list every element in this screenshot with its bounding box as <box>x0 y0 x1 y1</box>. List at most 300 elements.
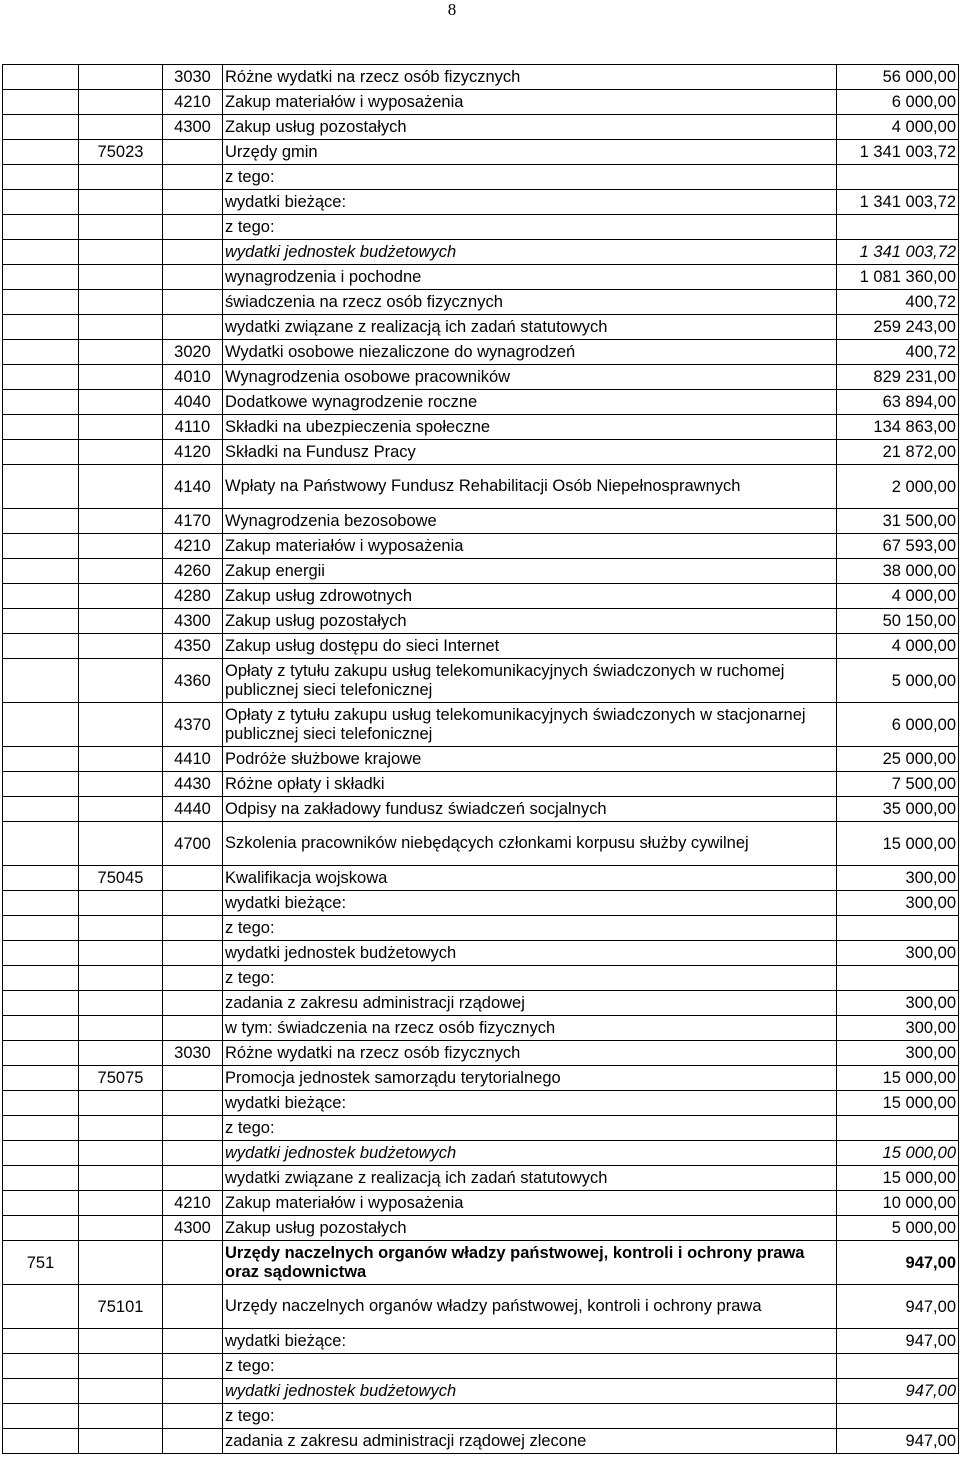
table-row <box>3 609 959 634</box>
description-cell: Wynagrodzenia bezosobowe <box>223 509 837 534</box>
description-cell: Różne wydatki na rzecz osób fizycznych <box>223 65 837 90</box>
amount-cell: 259 243,00 <box>837 315 959 340</box>
amount-cell: 6 000,00 <box>837 703 959 747</box>
rozdzial-cell <box>79 659 163 703</box>
rozdzial-cell <box>79 916 163 941</box>
table-row <box>3 190 959 215</box>
dzial-cell <box>3 465 79 509</box>
dzial-cell <box>3 65 79 90</box>
dzial-cell <box>3 559 79 584</box>
table-row <box>3 1116 959 1141</box>
rozdzial-cell <box>79 390 163 415</box>
paragraf-cell <box>163 1404 223 1429</box>
paragraf-cell <box>163 1066 223 1091</box>
rozdzial-cell <box>79 165 163 190</box>
description-cell: z tego: <box>223 215 837 240</box>
table-row <box>3 1404 959 1429</box>
dzial-cell <box>3 115 79 140</box>
dzial-cell <box>3 659 79 703</box>
dzial-cell <box>3 747 79 772</box>
amount-cell: 5 000,00 <box>837 659 959 703</box>
paragraf-cell <box>163 1379 223 1404</box>
rozdzial-cell <box>79 365 163 390</box>
rozdzial-cell <box>79 1016 163 1041</box>
dzial-cell <box>3 1429 79 1454</box>
table-row <box>3 265 959 290</box>
description-cell: wydatki jednostek budżetowych <box>223 1379 837 1404</box>
dzial-cell <box>3 1041 79 1066</box>
table-row <box>3 365 959 390</box>
rozdzial-cell <box>79 822 163 866</box>
rozdzial-cell <box>79 941 163 966</box>
amount-cell: 400,72 <box>837 340 959 365</box>
amount-cell <box>837 966 959 991</box>
description-cell: z tego: <box>223 966 837 991</box>
paragraf-cell: 4370 <box>163 703 223 747</box>
amount-cell: 300,00 <box>837 891 959 916</box>
amount-cell: 134 863,00 <box>837 415 959 440</box>
dzial-cell <box>3 966 79 991</box>
rozdzial-cell <box>79 65 163 90</box>
paragraf-cell: 4440 <box>163 797 223 822</box>
description-cell: w tym: świadczenia na rzecz osób fizycznych <box>223 1016 837 1041</box>
dzial-cell <box>3 1141 79 1166</box>
description-cell: Wynagrodzenia osobowe pracowników <box>223 365 837 390</box>
table-row <box>3 65 959 90</box>
paragraf-cell: 4430 <box>163 772 223 797</box>
rozdzial-cell <box>79 584 163 609</box>
table-row <box>3 1066 959 1091</box>
dzial-cell <box>3 240 79 265</box>
table-row <box>3 1191 959 1216</box>
amount-cell: 15 000,00 <box>837 1166 959 1191</box>
amount-cell <box>837 165 959 190</box>
amount-cell: 1 341 003,72 <box>837 140 959 165</box>
rozdzial-cell <box>79 509 163 534</box>
description-cell: Urzędy naczelnych organów władzy państwowej, kontroli i ochrony prawa oraz sądownictwa <box>223 1241 837 1285</box>
paragraf-cell <box>163 1285 223 1329</box>
description-cell: Urzędy naczelnych organów władzy państwowej, kontroli i ochrony prawa <box>223 1285 837 1329</box>
amount-cell <box>837 1404 959 1429</box>
dzial-cell <box>3 1329 79 1354</box>
paragraf-cell: 4140 <box>163 465 223 509</box>
rozdzial-cell <box>79 747 163 772</box>
dzial-cell <box>3 1216 79 1241</box>
table-row <box>3 140 959 165</box>
description-cell: Promocja jednostek samorządu terytorialnego <box>223 1066 837 1091</box>
budget-table-body <box>3 65 959 1454</box>
table-row <box>3 165 959 190</box>
table-row <box>3 340 959 365</box>
paragraf-cell <box>163 1016 223 1041</box>
dzial-cell <box>3 916 79 941</box>
rozdzial-cell <box>79 1116 163 1141</box>
amount-cell <box>837 916 959 941</box>
amount-cell: 4 000,00 <box>837 115 959 140</box>
amount-cell: 38 000,00 <box>837 559 959 584</box>
paragraf-cell <box>163 1354 223 1379</box>
description-cell: wydatki jednostek budżetowych <box>223 941 837 966</box>
paragraf-cell <box>163 1166 223 1191</box>
dzial-cell <box>3 1379 79 1404</box>
description-cell: Zakup usług zdrowotnych <box>223 584 837 609</box>
table-row <box>3 115 959 140</box>
dzial-cell <box>3 340 79 365</box>
dzial-cell <box>3 140 79 165</box>
table-row <box>3 916 959 941</box>
table-row <box>3 1166 959 1191</box>
amount-cell: 15 000,00 <box>837 822 959 866</box>
amount-cell: 300,00 <box>837 941 959 966</box>
rozdzial-cell <box>79 966 163 991</box>
dzial-cell <box>3 534 79 559</box>
paragraf-cell <box>163 1429 223 1454</box>
rozdzial-cell <box>79 1091 163 1116</box>
rozdzial-cell: 75023 <box>79 140 163 165</box>
budget-table <box>2 64 959 1454</box>
description-cell: wydatki jednostek budżetowych <box>223 240 837 265</box>
paragraf-cell <box>163 1141 223 1166</box>
rozdzial-cell <box>79 634 163 659</box>
description-cell: wydatki jednostek budżetowych <box>223 1141 837 1166</box>
dzial-cell <box>3 891 79 916</box>
description-cell: zadania z zakresu administracji rządowej zlecone <box>223 1429 837 1454</box>
description-cell: Różne wydatki na rzecz osób fizycznych <box>223 1041 837 1066</box>
table-row <box>3 584 959 609</box>
dzial-cell <box>3 315 79 340</box>
amount-cell: 400,72 <box>837 290 959 315</box>
description-cell: Opłaty z tytułu zakupu usług telekomunikacyjnych świadczonych w ruchomej publicznej sieci telefonicznej <box>223 659 837 703</box>
rozdzial-cell <box>79 1329 163 1354</box>
dzial-cell <box>3 991 79 1016</box>
amount-cell: 300,00 <box>837 1016 959 1041</box>
dzial-cell <box>3 190 79 215</box>
rozdzial-cell <box>79 190 163 215</box>
table-row <box>3 1241 959 1285</box>
amount-cell: 6 000,00 <box>837 90 959 115</box>
paragraf-cell: 4410 <box>163 747 223 772</box>
table-row <box>3 822 959 866</box>
description-cell: świadczenia na rzecz osób fizycznych <box>223 290 837 315</box>
rozdzial-cell <box>79 609 163 634</box>
description-cell: Opłaty z tytułu zakupu usług telekomunikacyjnych świadczonych w stacjonarnej publicznej sieci telefonicznej <box>223 703 837 747</box>
description-cell: wydatki bieżące: <box>223 891 837 916</box>
paragraf-cell: 3020 <box>163 340 223 365</box>
table-row <box>3 659 959 703</box>
rozdzial-cell <box>79 265 163 290</box>
description-cell: Dodatkowe wynagrodzenie roczne <box>223 390 837 415</box>
dzial-cell <box>3 822 79 866</box>
paragraf-cell <box>163 140 223 165</box>
amount-cell: 300,00 <box>837 866 959 891</box>
rozdzial-cell <box>79 340 163 365</box>
description-cell: z tego: <box>223 916 837 941</box>
description-cell: Odpisy na zakładowy fundusz świadczeń socjalnych <box>223 797 837 822</box>
paragraf-cell: 4360 <box>163 659 223 703</box>
description-cell: Zakup usług dostępu do sieci Internet <box>223 634 837 659</box>
paragraf-cell <box>163 165 223 190</box>
amount-cell: 21 872,00 <box>837 440 959 465</box>
description-cell: Szkolenia pracowników niebędących członkami korpusu służby cywilnej <box>223 822 837 866</box>
paragraf-cell: 4210 <box>163 1191 223 1216</box>
rozdzial-cell <box>79 991 163 1016</box>
description-cell: Zakup usług pozostałych <box>223 1216 837 1241</box>
amount-cell: 1 081 360,00 <box>837 265 959 290</box>
dzial-cell <box>3 1116 79 1141</box>
rozdzial-cell <box>79 559 163 584</box>
description-cell: Urzędy gmin <box>223 140 837 165</box>
table-row <box>3 90 959 115</box>
rozdzial-cell <box>79 465 163 509</box>
amount-cell: 947,00 <box>837 1241 959 1285</box>
dzial-cell <box>3 509 79 534</box>
amount-cell: 25 000,00 <box>837 747 959 772</box>
paragraf-cell: 4210 <box>163 90 223 115</box>
paragraf-cell: 3030 <box>163 65 223 90</box>
description-cell: wynagrodzenia i pochodne <box>223 265 837 290</box>
rozdzial-cell <box>79 1354 163 1379</box>
table-row <box>3 215 959 240</box>
paragraf-cell: 4010 <box>163 365 223 390</box>
dzial-cell <box>3 634 79 659</box>
dzial-cell <box>3 1066 79 1091</box>
rozdzial-cell <box>79 1041 163 1066</box>
rozdzial-cell <box>79 290 163 315</box>
rozdzial-cell <box>79 1191 163 1216</box>
paragraf-cell <box>163 1241 223 1285</box>
description-cell: z tego: <box>223 1404 837 1429</box>
table-row <box>3 1285 959 1329</box>
rozdzial-cell <box>79 703 163 747</box>
paragraf-cell: 4110 <box>163 415 223 440</box>
dzial-cell <box>3 797 79 822</box>
rozdzial-cell <box>79 891 163 916</box>
dzial-cell <box>3 290 79 315</box>
dzial-cell <box>3 365 79 390</box>
table-row <box>3 1016 959 1041</box>
amount-cell: 300,00 <box>837 1041 959 1066</box>
rozdzial-cell: 75075 <box>79 1066 163 1091</box>
amount-cell: 4 000,00 <box>837 634 959 659</box>
paragraf-cell: 4350 <box>163 634 223 659</box>
amount-cell <box>837 1354 959 1379</box>
amount-cell: 15 000,00 <box>837 1141 959 1166</box>
rozdzial-cell <box>79 797 163 822</box>
description-cell: wydatki bieżące: <box>223 1091 837 1116</box>
paragraf-cell <box>163 966 223 991</box>
paragraf-cell <box>163 891 223 916</box>
rozdzial-cell <box>79 772 163 797</box>
paragraf-cell <box>163 916 223 941</box>
description-cell: z tego: <box>223 1354 837 1379</box>
table-row <box>3 797 959 822</box>
dzial-cell <box>3 440 79 465</box>
table-row <box>3 290 959 315</box>
table-row <box>3 634 959 659</box>
rozdzial-cell: 75101 <box>79 1285 163 1329</box>
description-cell: zadania z zakresu administracji rządowej <box>223 991 837 1016</box>
dzial-cell <box>3 772 79 797</box>
amount-cell: 5 000,00 <box>837 1216 959 1241</box>
amount-cell: 67 593,00 <box>837 534 959 559</box>
table-row <box>3 534 959 559</box>
dzial-cell <box>3 584 79 609</box>
dzial-cell <box>3 1166 79 1191</box>
paragraf-cell: 4170 <box>163 509 223 534</box>
paragraf-cell: 4700 <box>163 822 223 866</box>
description-cell: Zakup energii <box>223 559 837 584</box>
rozdzial-cell <box>79 215 163 240</box>
dzial-cell <box>3 1191 79 1216</box>
table-row <box>3 315 959 340</box>
dzial-cell <box>3 390 79 415</box>
table-row <box>3 440 959 465</box>
paragraf-cell: 4280 <box>163 584 223 609</box>
rozdzial-cell <box>79 415 163 440</box>
amount-cell: 947,00 <box>837 1379 959 1404</box>
table-row <box>3 703 959 747</box>
table-row <box>3 509 959 534</box>
rozdzial-cell <box>79 315 163 340</box>
amount-cell: 10 000,00 <box>837 1191 959 1216</box>
amount-cell: 63 894,00 <box>837 390 959 415</box>
table-row <box>3 465 959 509</box>
dzial-cell <box>3 1354 79 1379</box>
amount-cell: 56 000,00 <box>837 65 959 90</box>
paragraf-cell <box>163 1116 223 1141</box>
rozdzial-cell <box>79 1141 163 1166</box>
description-cell: Zakup usług pozostałych <box>223 115 837 140</box>
paragraf-cell <box>163 265 223 290</box>
dzial-cell <box>3 941 79 966</box>
rozdzial-cell <box>79 1216 163 1241</box>
table-row <box>3 415 959 440</box>
description-cell: z tego: <box>223 165 837 190</box>
amount-cell: 947,00 <box>837 1329 959 1354</box>
paragraf-cell: 4300 <box>163 1216 223 1241</box>
rozdzial-cell <box>79 534 163 559</box>
table-row <box>3 866 959 891</box>
dzial-cell <box>3 1285 79 1329</box>
dzial-cell <box>3 415 79 440</box>
description-cell: Składki na ubezpieczenia społeczne <box>223 415 837 440</box>
paragraf-cell: 4210 <box>163 534 223 559</box>
paragraf-cell: 4300 <box>163 115 223 140</box>
dzial-cell: 751 <box>3 1241 79 1285</box>
paragraf-cell <box>163 1329 223 1354</box>
table-row <box>3 747 959 772</box>
dzial-cell <box>3 1091 79 1116</box>
description-cell: Zakup usług pozostałych <box>223 609 837 634</box>
table-row <box>3 772 959 797</box>
table-row <box>3 941 959 966</box>
amount-cell <box>837 215 959 240</box>
description-cell: Różne opłaty i składki <box>223 772 837 797</box>
description-cell: z tego: <box>223 1116 837 1141</box>
amount-cell: 2 000,00 <box>837 465 959 509</box>
paragraf-cell <box>163 215 223 240</box>
table-row <box>3 1091 959 1116</box>
rozdzial-cell <box>79 240 163 265</box>
description-cell: Składki na Fundusz Pracy <box>223 440 837 465</box>
description-cell: Wpłaty na Państwowy Fundusz Rehabilitacji Osób Niepełnosprawnych <box>223 465 837 509</box>
description-cell: Zakup materiałów i wyposażenia <box>223 534 837 559</box>
description-cell: Kwalifikacja wojskowa <box>223 866 837 891</box>
description-cell: wydatki związane z realizacją ich zadań statutowych <box>223 315 837 340</box>
dzial-cell <box>3 265 79 290</box>
paragraf-cell: 3030 <box>163 1041 223 1066</box>
description-cell: wydatki bieżące: <box>223 1329 837 1354</box>
table-row <box>3 1329 959 1354</box>
table-row <box>3 1354 959 1379</box>
rozdzial-cell <box>79 440 163 465</box>
amount-cell: 50 150,00 <box>837 609 959 634</box>
table-row <box>3 390 959 415</box>
dzial-cell <box>3 215 79 240</box>
amount-cell: 4 000,00 <box>837 584 959 609</box>
amount-cell: 15 000,00 <box>837 1066 959 1091</box>
description-cell: Wydatki osobowe niezaliczone do wynagrodzeń <box>223 340 837 365</box>
table-row <box>3 1141 959 1166</box>
rozdzial-cell <box>79 1241 163 1285</box>
table-row <box>3 559 959 584</box>
paragraf-cell: 4120 <box>163 440 223 465</box>
dzial-cell <box>3 609 79 634</box>
rozdzial-cell <box>79 115 163 140</box>
rozdzial-cell <box>79 1379 163 1404</box>
rozdzial-cell <box>79 1429 163 1454</box>
paragraf-cell <box>163 315 223 340</box>
amount-cell: 1 341 003,72 <box>837 190 959 215</box>
amount-cell: 1 341 003,72 <box>837 240 959 265</box>
table-row <box>3 991 959 1016</box>
table-row <box>3 1379 959 1404</box>
amount-cell: 947,00 <box>837 1429 959 1454</box>
paragraf-cell <box>163 190 223 215</box>
amount-cell: 7 500,00 <box>837 772 959 797</box>
amount-cell: 35 000,00 <box>837 797 959 822</box>
paragraf-cell <box>163 991 223 1016</box>
rozdzial-cell: 75045 <box>79 866 163 891</box>
table-row <box>3 1041 959 1066</box>
table-row <box>3 1216 959 1241</box>
amount-cell: 31 500,00 <box>837 509 959 534</box>
paragraf-cell <box>163 1091 223 1116</box>
description-cell: wydatki związane z realizacją ich zadań statutowych <box>223 1166 837 1191</box>
description-cell: Zakup materiałów i wyposażenia <box>223 1191 837 1216</box>
dzial-cell <box>3 165 79 190</box>
paragraf-cell <box>163 240 223 265</box>
amount-cell: 947,00 <box>837 1285 959 1329</box>
table-row <box>3 1429 959 1454</box>
paragraf-cell: 4040 <box>163 390 223 415</box>
amount-cell: 829 231,00 <box>837 365 959 390</box>
paragraf-cell <box>163 866 223 891</box>
paragraf-cell: 4300 <box>163 609 223 634</box>
page-number: 8 <box>447 0 457 19</box>
paragraf-cell <box>163 941 223 966</box>
description-cell: Podróże służbowe krajowe <box>223 747 837 772</box>
description-cell: Zakup materiałów i wyposażenia <box>223 90 837 115</box>
rozdzial-cell <box>79 1166 163 1191</box>
table-row <box>3 966 959 991</box>
rozdzial-cell <box>79 90 163 115</box>
dzial-cell <box>3 1016 79 1041</box>
amount-cell: 15 000,00 <box>837 1091 959 1116</box>
paragraf-cell: 4260 <box>163 559 223 584</box>
amount-cell: 300,00 <box>837 991 959 1016</box>
table-row <box>3 891 959 916</box>
